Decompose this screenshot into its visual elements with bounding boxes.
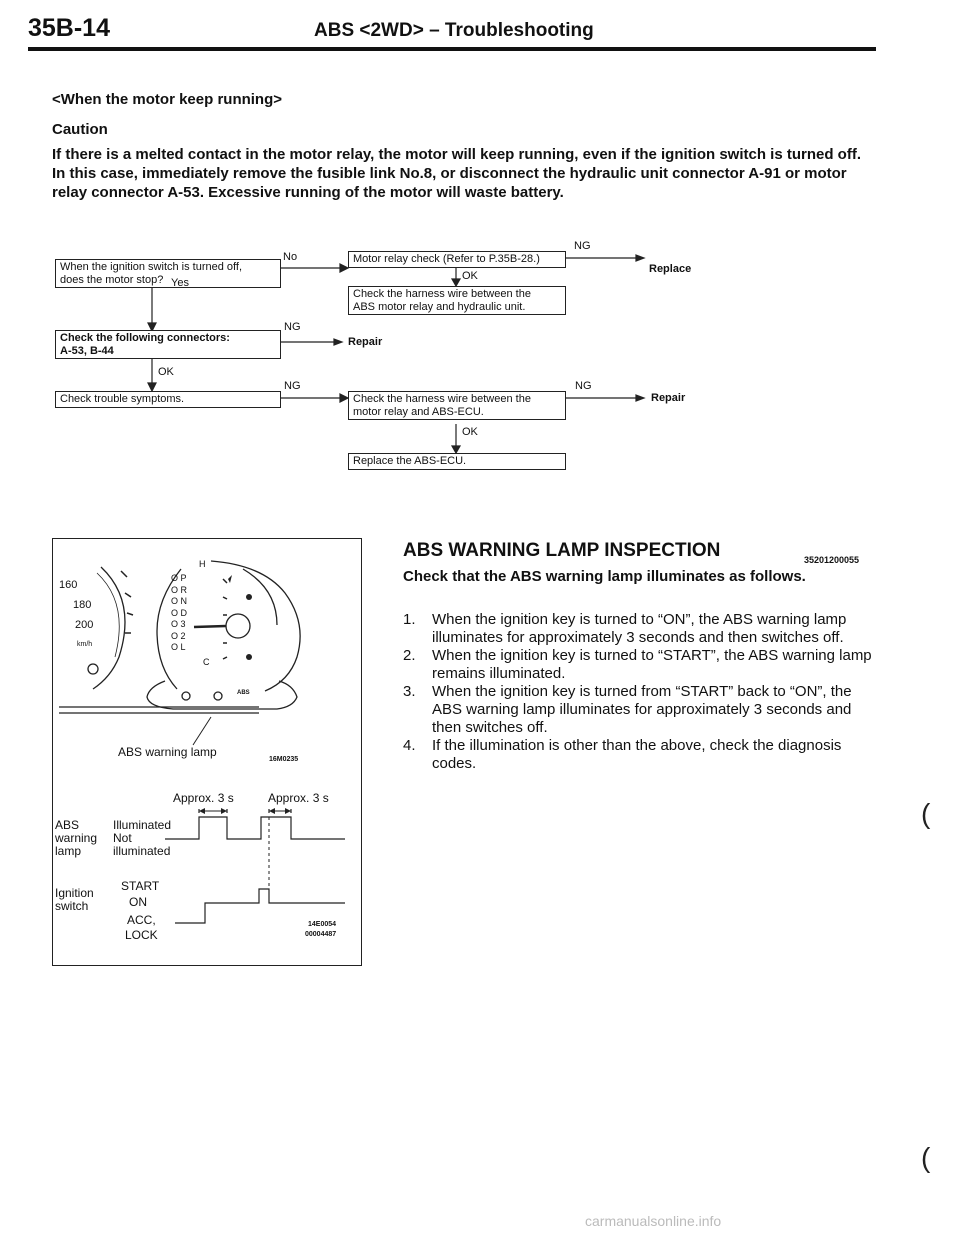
branch-ng: NG <box>284 321 301 333</box>
page-title: ABS <2WD> – Troubleshooting <box>314 20 594 41</box>
step-number: 3. <box>403 683 416 700</box>
flow-text: Check the harness wire between the <box>353 288 531 300</box>
speed-label: 160 <box>59 579 78 591</box>
figure-code: 00004487 <box>305 931 337 938</box>
flow-text: A-53, B-44 <box>60 345 114 357</box>
flow-text: motor relay and ABS-ECU. <box>353 406 484 418</box>
watermark: carmanualsonline.info <box>585 1213 722 1229</box>
row-label-ignition <box>55 887 94 913</box>
branch-ng: NG <box>574 240 591 252</box>
speed-label: 200 <box>75 619 94 631</box>
figure-code: 14E0054 <box>308 921 337 928</box>
step-number: 2. <box>403 647 416 664</box>
result-repair: Repair <box>348 336 383 348</box>
step-text: When the ignition key is turned to “START”, the ABS warning lamp remains illuminated. <box>432 647 872 682</box>
flow-text: Check trouble symptoms. <box>60 393 185 405</box>
result-replace: Replace <box>649 263 692 275</box>
inspection-steps <box>403 611 877 773</box>
step-text: When the ignition key is turned to “ON”, the ABS warning lamp illuminates for approximately 3 seconds and then switches off. <box>432 611 847 646</box>
flow-text: When the ignition switch is turned off, <box>60 261 243 273</box>
speed-unit: km/h <box>77 641 93 648</box>
flow-text: Check the following connectors: <box>60 332 230 344</box>
result-repair: Repair <box>651 392 686 404</box>
abs-lamp-symbol: ABS <box>237 690 250 696</box>
branch-no: No <box>283 251 298 263</box>
state-not-illuminated <box>113 832 170 858</box>
flow-step-relay-check <box>348 251 566 268</box>
scan-mark: ( <box>921 798 931 829</box>
gear-letter: O L <box>171 642 186 652</box>
row-label-text: lamp <box>55 844 82 858</box>
branch-ok: OK <box>462 270 478 282</box>
flow-step-symptoms <box>55 391 281 408</box>
scan-mark: ( <box>921 1142 931 1173</box>
gear-letter: O D <box>171 607 188 618</box>
list-item <box>403 647 877 683</box>
flow-text: ABS motor relay and hydraulic unit. <box>353 301 526 313</box>
row-label-text: warning <box>55 831 98 845</box>
branch-ng: NG <box>575 380 592 392</box>
state-on: ON <box>129 895 147 909</box>
flow-text: Check the harness wire between the <box>353 393 531 405</box>
figure-panel <box>52 538 362 966</box>
branch-ok: OK <box>158 366 174 378</box>
timing-chart <box>53 539 361 965</box>
caution-body: If there is a melted contact in the motor relay, the motor will keep running, even if the ignition switch is turned off. In this case, immediately remove the fusible link No.8, or disconnect the hydraulic unit connector A-91 or motor relay connector A-53. Excessive running of the motor will waste battery. <box>52 146 861 201</box>
gear-letter: O 3 <box>171 619 186 629</box>
state-start: START <box>121 879 160 893</box>
section-title: ABS WARNING LAMP INSPECTION <box>403 540 721 561</box>
row-label-text: ABS <box>55 818 80 832</box>
branch-ng: NG <box>284 380 301 392</box>
step-text: If the illumination is other than the above, check the diagnosis codes. <box>432 737 842 772</box>
list-item <box>403 611 877 647</box>
flow-step-motor-stop <box>55 259 281 288</box>
step-number: 4. <box>403 737 416 754</box>
subheading: <When the motor keep running> <box>52 91 283 108</box>
gear-letter: O N <box>171 596 188 606</box>
duration-label: Approx. 3 s <box>173 791 234 805</box>
list-item <box>403 683 877 737</box>
row-label-text: Ignition <box>55 886 94 900</box>
state-lock: LOCK <box>125 928 158 942</box>
gear-letter: O R <box>171 584 188 595</box>
state-text: illuminated <box>113 844 171 858</box>
flow-step-replace-ecu <box>348 453 566 470</box>
page-number: 35B-14 <box>28 14 110 42</box>
row-label-text: switch <box>55 899 89 913</box>
state-illuminated: Illuminated <box>113 818 172 832</box>
state-text: Not <box>113 831 132 845</box>
gear-letter: O 2 <box>171 630 186 641</box>
gear-letter: O P <box>171 573 187 583</box>
list-item <box>403 737 877 773</box>
section-code: 35201200055 <box>804 555 860 565</box>
branch-ok: OK <box>462 426 478 438</box>
section-intro: Check that the ABS warning lamp illuminates as follows. <box>403 568 806 585</box>
ignition-switch-trace <box>175 889 345 923</box>
row-label-abs-lamp <box>55 819 97 858</box>
flow-step-harness-hydraulic <box>348 286 566 315</box>
branch-yes: Yes <box>171 277 189 289</box>
flow-text: does the motor stop? <box>60 274 164 286</box>
state-acc: ACC, <box>127 913 156 927</box>
duration-label: Approx. 3 s <box>268 791 329 805</box>
speed-label: 180 <box>73 599 92 611</box>
gauge-cold-label: C <box>203 657 210 667</box>
step-number: 1. <box>403 611 416 628</box>
flow-step-connectors <box>55 330 281 359</box>
flow-text: Motor relay check (Refer to P.35B-28.) <box>353 253 540 265</box>
step-text: When the ignition key is turned from “START” back to “ON”, the ABS warning lamp illuminates for approximately 3 seconds and then switches off. <box>432 683 852 736</box>
flow-text: Replace the ABS-ECU. <box>353 455 467 467</box>
figure-caption: ABS warning lamp <box>118 745 217 759</box>
flow-step-harness-ecu <box>348 391 566 420</box>
caution-heading: Caution <box>52 121 108 138</box>
gauge-hot-label: H <box>199 559 206 569</box>
figure-code: 16M0235 <box>269 756 299 763</box>
warning-lamp-trace <box>165 817 345 839</box>
